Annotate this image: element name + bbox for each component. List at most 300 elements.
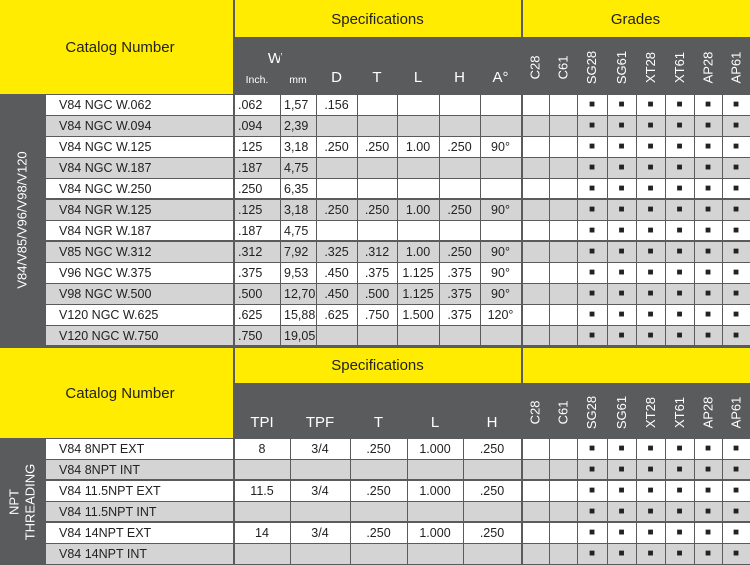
grade-mark: ■	[704, 266, 712, 278]
grade-mark: ■	[704, 442, 712, 454]
side-label-text	[7, 463, 39, 540]
grade-mark: ■	[676, 182, 683, 194]
column-line	[665, 37, 666, 346]
spec-h	[439, 157, 480, 178]
spec-a	[480, 94, 521, 115]
specifications-label: Specifications	[331, 10, 424, 28]
spec-mm: 6,35	[284, 181, 309, 196]
grade-col-sg28-bottom	[577, 387, 607, 437]
spec-l	[397, 94, 439, 115]
grade-col-label: XT61	[672, 396, 688, 428]
grades-divider	[521, 0, 523, 565]
column-line	[636, 383, 637, 565]
side-label-top	[0, 94, 45, 346]
column-line	[316, 37, 317, 346]
grade-mark: ■	[618, 203, 625, 215]
spec-col-t: T	[372, 68, 382, 86]
grade-mark: ■	[732, 329, 740, 341]
column-line	[694, 37, 695, 346]
spec-a	[480, 325, 521, 346]
grade-mark: ■	[732, 203, 740, 215]
spec-t: .250	[366, 483, 391, 498]
spec-tpf	[290, 501, 350, 522]
mm-label: mm	[289, 74, 307, 86]
spec-h	[439, 220, 480, 241]
grade-col-sg61	[607, 42, 636, 92]
w-label: W	[267, 49, 283, 67]
grade-mark: ■	[618, 442, 625, 454]
grade-mark: ■	[588, 119, 596, 131]
spec-inch: .062	[238, 97, 263, 112]
spec-tpi: 14	[255, 525, 269, 540]
spec-mm: 4,75	[284, 223, 309, 238]
grade-mark: ■	[588, 547, 596, 559]
grade-col-label: AP28	[700, 51, 716, 83]
grade-col-label: SG61	[614, 50, 629, 84]
grade-mark: ■	[618, 287, 625, 299]
catalog-number: V84 14NPT EXT	[59, 525, 152, 540]
grade-mark: ■	[618, 526, 625, 538]
grades-label: Grades	[610, 10, 661, 28]
grade-mark: ■	[588, 442, 596, 454]
grade-mark: ■	[647, 182, 654, 194]
spec-d	[316, 220, 357, 241]
group-divider	[45, 521, 750, 523]
column-line	[607, 37, 608, 346]
grade-mark: ■	[618, 505, 625, 517]
grade-mark: ■	[647, 547, 654, 559]
spec-inch: .375	[238, 265, 263, 280]
catalog-number: V84 NGC W.125	[59, 139, 152, 154]
spec-h	[463, 501, 521, 522]
spec-mm: 3,18	[284, 139, 309, 154]
grade-mark: ■	[704, 526, 712, 538]
grade-mark: ■	[618, 140, 625, 152]
spec-t: .250	[366, 525, 391, 540]
spec-l	[397, 115, 439, 136]
spec-t	[350, 543, 407, 564]
spec-col-h: H	[454, 68, 465, 86]
spec-l	[407, 459, 463, 480]
grade-mark: ■	[618, 463, 625, 475]
spec-t	[350, 459, 407, 480]
spec-h: .250	[479, 525, 505, 540]
spec-h	[439, 178, 480, 199]
grade-mark: ■	[676, 505, 683, 517]
grade-col-ap61	[722, 42, 750, 92]
grade-col-label: SG28	[584, 395, 600, 429]
spec-inch: .187	[238, 160, 263, 175]
grade-mark: ■	[704, 119, 712, 131]
grade-mark: ■	[704, 98, 712, 110]
spec-d: .250	[324, 139, 349, 154]
grade-mark: ■	[588, 526, 596, 538]
catalog-number: V84 8NPT EXT	[59, 441, 145, 456]
spec-h	[439, 325, 480, 346]
grade-mark: ■	[647, 224, 654, 236]
catalog-number: V84 NGC W.250	[59, 181, 152, 196]
grade-mark: ■	[647, 484, 654, 496]
catalog-number: V84 NGC W.187	[59, 160, 152, 175]
spec-t	[357, 94, 397, 115]
spec-a	[480, 178, 521, 199]
grade-mark: ■	[676, 484, 683, 496]
grade-col-xt28	[636, 42, 665, 92]
spec-t: .250	[364, 139, 390, 154]
grade-col-c61-bottom	[549, 387, 577, 437]
spec-h: .375	[447, 307, 472, 322]
spec-d: .625	[324, 307, 349, 322]
grade-col-xt28-bottom	[636, 387, 665, 437]
spec-d: .250	[324, 202, 349, 217]
column-line	[350, 383, 351, 565]
spec-t: .312	[364, 244, 390, 259]
grade-mark: ■	[732, 266, 740, 278]
grade-mark: ■	[588, 308, 596, 320]
grade-mark: ■	[647, 98, 654, 110]
grade-col-label: AP61	[728, 51, 744, 83]
spec-tpi: 8	[258, 441, 266, 456]
catalog-number: V84 11.5NPT INT	[59, 504, 157, 519]
grade-mark: ■	[704, 463, 712, 475]
spec-d: .450	[324, 265, 349, 280]
spec-inch: .125	[238, 139, 263, 154]
grade-mark: ■	[676, 245, 683, 257]
grade-mark: ■	[618, 182, 625, 194]
grade-mark: ■	[732, 245, 740, 257]
column-line	[607, 383, 608, 565]
grade-mark: ■	[704, 308, 712, 320]
grade-mark: ■	[588, 245, 596, 257]
spec-col-h-bottom: H	[486, 413, 498, 431]
grade-col-label: AP61	[728, 396, 744, 428]
grade-col-c28	[521, 42, 549, 92]
spec-l	[397, 178, 439, 199]
side-label-line-1: NPT	[6, 488, 22, 515]
grade-mark: ■	[618, 161, 625, 173]
spec-h: .250	[479, 483, 505, 498]
grade-mark: ■	[704, 182, 712, 194]
grade-col-label: XT28	[643, 396, 659, 428]
spec-l: 1.000	[419, 441, 451, 456]
grade-col-label: SG28	[584, 50, 600, 84]
spec-mm: 15,88	[284, 307, 316, 322]
grade-mark: ■	[647, 442, 654, 454]
catalog-number: V84 11.5NPT EXT	[59, 483, 161, 498]
spec-d: .450	[324, 286, 349, 301]
grade-col-sg28	[577, 42, 607, 92]
column-line	[407, 383, 408, 565]
spec-t: .750	[364, 307, 390, 322]
spec-mm: 2,39	[284, 118, 309, 133]
grade-mark: ■	[618, 484, 625, 496]
grade-mark: ■	[676, 547, 683, 559]
spec-t	[350, 501, 407, 522]
spec-tpf: 3/4	[311, 525, 329, 540]
specifications-label-bottom: Specifications	[331, 356, 424, 374]
grade-mark: ■	[732, 287, 740, 299]
grade-mark: ■	[732, 119, 740, 131]
spec-tpi	[234, 543, 290, 564]
grade-mark: ■	[732, 505, 740, 517]
spec-mm: 3,18	[284, 202, 309, 217]
column-line	[694, 383, 695, 565]
spec-l	[397, 220, 439, 241]
spec-col-l: L	[413, 68, 423, 86]
grade-mark: ■	[704, 329, 712, 341]
grade-mark: ■	[676, 161, 683, 173]
spec-inch: .312	[238, 244, 263, 259]
spec-h: .375	[447, 265, 472, 280]
spec-t: .250	[364, 202, 390, 217]
spec-t: .375	[364, 265, 390, 280]
spec-l: 1.000	[419, 483, 451, 498]
catalog-number: V84 NGR W.187	[59, 223, 152, 238]
grade-mark: ■	[588, 484, 596, 496]
grade-mark: ■	[588, 224, 596, 236]
grade-mark: ■	[732, 463, 740, 475]
group-divider	[45, 479, 750, 481]
grade-col-label: SG61	[614, 395, 629, 429]
spec-d	[316, 178, 357, 199]
grade-mark: ■	[676, 140, 683, 152]
column-line	[280, 37, 281, 346]
column-line	[722, 383, 723, 565]
grade-mark: ■	[676, 308, 683, 320]
spec-d: .325	[324, 244, 349, 259]
catalog-number: V84 8NPT INT	[59, 462, 141, 477]
column-line	[45, 94, 46, 346]
spec-t: .250	[366, 441, 391, 456]
spec-h: .375	[447, 286, 472, 301]
grade-mark: ■	[704, 547, 712, 559]
side-label-line-2: THREADING	[22, 463, 38, 540]
grade-mark: ■	[704, 203, 712, 215]
spec-a	[480, 115, 521, 136]
grade-mark: ■	[676, 442, 683, 454]
grade-col-label: C61	[555, 55, 571, 79]
spec-l: 1.00	[405, 202, 431, 217]
section-divider	[0, 345, 750, 348]
grade-col-label: XT61	[672, 51, 688, 83]
grade-mark: ■	[704, 161, 712, 173]
grade-col-label: AP28	[700, 396, 716, 428]
grade-col-c28-bottom	[521, 387, 549, 437]
grades-header-bottom	[521, 346, 750, 383]
grade-col-ap28	[694, 42, 722, 92]
column-line	[45, 438, 46, 565]
specs-divider	[233, 0, 235, 565]
column-line	[290, 383, 291, 565]
grade-mark: ■	[588, 98, 596, 110]
catalog-number: V120 NGC W.625	[59, 307, 159, 322]
grade-mark: ■	[647, 203, 654, 215]
grade-col-sg61-bottom	[607, 387, 636, 437]
spec-tpi	[234, 459, 290, 480]
column-line	[397, 37, 398, 346]
grade-mark: ■	[704, 224, 712, 236]
grade-mark: ■	[732, 182, 740, 194]
spec-mm: 7,92	[284, 244, 309, 259]
spec-mm: 1,57	[284, 97, 309, 112]
spec-l: 1.00	[405, 139, 431, 154]
grade-mark: ■	[618, 224, 625, 236]
grade-mark: ■	[676, 463, 683, 475]
spec-a: 90°	[491, 139, 510, 154]
spec-col-tpf-bottom: TPF	[305, 413, 335, 431]
grade-col-xt61	[665, 42, 694, 92]
spec-mm: 19,05	[284, 328, 316, 343]
grade-mark: ■	[588, 140, 596, 152]
grade-mark: ■	[704, 287, 712, 299]
grade-mark: ■	[647, 463, 654, 475]
grade-mark: ■	[676, 329, 683, 341]
spec-d: .156	[324, 97, 349, 112]
spec-col-tpi-bottom: TPI	[250, 413, 274, 431]
grade-mark: ■	[647, 287, 654, 299]
spec-t	[357, 220, 397, 241]
grade-mark: ■	[618, 329, 625, 341]
spec-d	[316, 157, 357, 178]
grade-mark: ■	[676, 203, 683, 215]
grade-mark: ■	[732, 98, 740, 110]
catalog-number-label: Catalog Number	[65, 38, 175, 56]
catalog-number: V84 14NPT INT	[59, 546, 148, 561]
side-label-text: V84/V85/V96/V98/V120	[14, 151, 30, 289]
grade-mark: ■	[732, 140, 740, 152]
grade-mark: ■	[647, 140, 654, 152]
grade-mark: ■	[647, 505, 654, 517]
spec-inch: .187	[238, 223, 263, 238]
grade-mark: ■	[588, 329, 596, 341]
grade-mark: ■	[704, 245, 712, 257]
spec-col-a: A°	[492, 68, 509, 86]
spec-h	[439, 115, 480, 136]
grade-mark: ■	[647, 266, 654, 278]
spec-inch: .094	[238, 118, 263, 133]
catalog-number: V84 NGC W.094	[59, 118, 152, 133]
grade-mark: ■	[676, 526, 683, 538]
spec-tpf	[290, 459, 350, 480]
spec-l: 1.125	[402, 265, 434, 280]
grade-mark: ■	[618, 547, 625, 559]
inch-label: Inch.	[245, 74, 269, 86]
side-label-bottom	[0, 438, 45, 565]
grade-mark: ■	[732, 484, 740, 496]
grade-mark: ■	[704, 505, 712, 517]
spec-inch: .625	[238, 307, 263, 322]
grade-col-label: C28	[527, 55, 543, 79]
grade-mark: ■	[647, 245, 654, 257]
grade-mark: ■	[676, 266, 683, 278]
spec-mm: 9,53	[284, 265, 309, 280]
grade-col-ap28-bottom	[694, 387, 722, 437]
grade-col-label: C28	[527, 400, 543, 424]
spec-col-t-bottom: T	[373, 413, 384, 431]
spec-l: 1.500	[402, 307, 434, 322]
grade-col-c61	[549, 42, 577, 92]
grade-mark: ■	[704, 484, 712, 496]
grade-mark: ■	[732, 161, 740, 173]
spec-l: 1.000	[419, 525, 451, 540]
catalog-number: V84 NGC W.062	[59, 97, 152, 112]
spec-h	[463, 459, 521, 480]
column-line	[549, 383, 550, 565]
spec-t	[357, 325, 397, 346]
grade-mark: ■	[618, 245, 625, 257]
column-line	[549, 37, 550, 346]
grade-mark: ■	[676, 287, 683, 299]
spec-a: 90°	[491, 244, 510, 259]
spec-t	[357, 157, 397, 178]
spec-inch: .500	[238, 286, 263, 301]
grade-mark: ■	[732, 547, 740, 559]
grade-mark: ■	[618, 308, 625, 320]
catalog-number: V120 NGC W.750	[59, 328, 159, 343]
spec-mm: 12,70	[284, 286, 316, 301]
grade-mark: ■	[704, 140, 712, 152]
spec-inch: .750	[238, 328, 263, 343]
catalog-number: V96 NGC W.375	[59, 265, 152, 280]
column-line	[463, 383, 464, 565]
grade-mark: ■	[676, 119, 683, 131]
column-line	[439, 37, 440, 346]
grade-mark: ■	[588, 505, 596, 517]
spec-t: .500	[364, 286, 390, 301]
spec-h	[463, 543, 521, 564]
grade-mark: ■	[732, 442, 740, 454]
spec-a: 90°	[491, 286, 510, 301]
spec-a: 90°	[491, 265, 510, 280]
spec-l	[407, 543, 463, 564]
spec-d	[316, 325, 357, 346]
spec-l: 1.125	[402, 286, 434, 301]
spec-tpf	[290, 543, 350, 564]
column-line	[722, 37, 723, 346]
catalog-number: V84 NGR W.125	[59, 202, 152, 217]
grade-mark: ■	[647, 526, 654, 538]
grade-mark: ■	[732, 224, 740, 236]
grade-mark: ■	[647, 161, 654, 173]
grade-col-label: C61	[555, 400, 571, 424]
column-line	[480, 37, 481, 346]
spec-h: .250	[479, 441, 505, 456]
column-line	[665, 383, 666, 565]
spec-tpi: 11.5	[250, 483, 274, 498]
spec-mm: 4,75	[284, 160, 309, 175]
spec-a: 90°	[491, 202, 510, 217]
column-line	[577, 37, 578, 346]
grade-mark: ■	[588, 463, 596, 475]
catalog-number: V85 NGC W.312	[59, 244, 152, 259]
grade-mark: ■	[732, 308, 740, 320]
grade-mark: ■	[618, 266, 625, 278]
spec-inch: .125	[238, 202, 263, 217]
spec-t	[357, 115, 397, 136]
grade-mark: ■	[647, 119, 654, 131]
grade-mark: ■	[676, 224, 683, 236]
spec-a: 120°	[487, 307, 514, 322]
grade-col-label: XT28	[643, 51, 659, 83]
grade-mark: ■	[588, 287, 596, 299]
grade-mark: ■	[588, 182, 596, 194]
spec-a	[480, 157, 521, 178]
grade-mark: ■	[588, 203, 596, 215]
spec-col-d: D	[331, 68, 342, 86]
spec-tpi	[234, 501, 290, 522]
grade-mark: ■	[618, 98, 625, 110]
spec-d	[316, 115, 357, 136]
